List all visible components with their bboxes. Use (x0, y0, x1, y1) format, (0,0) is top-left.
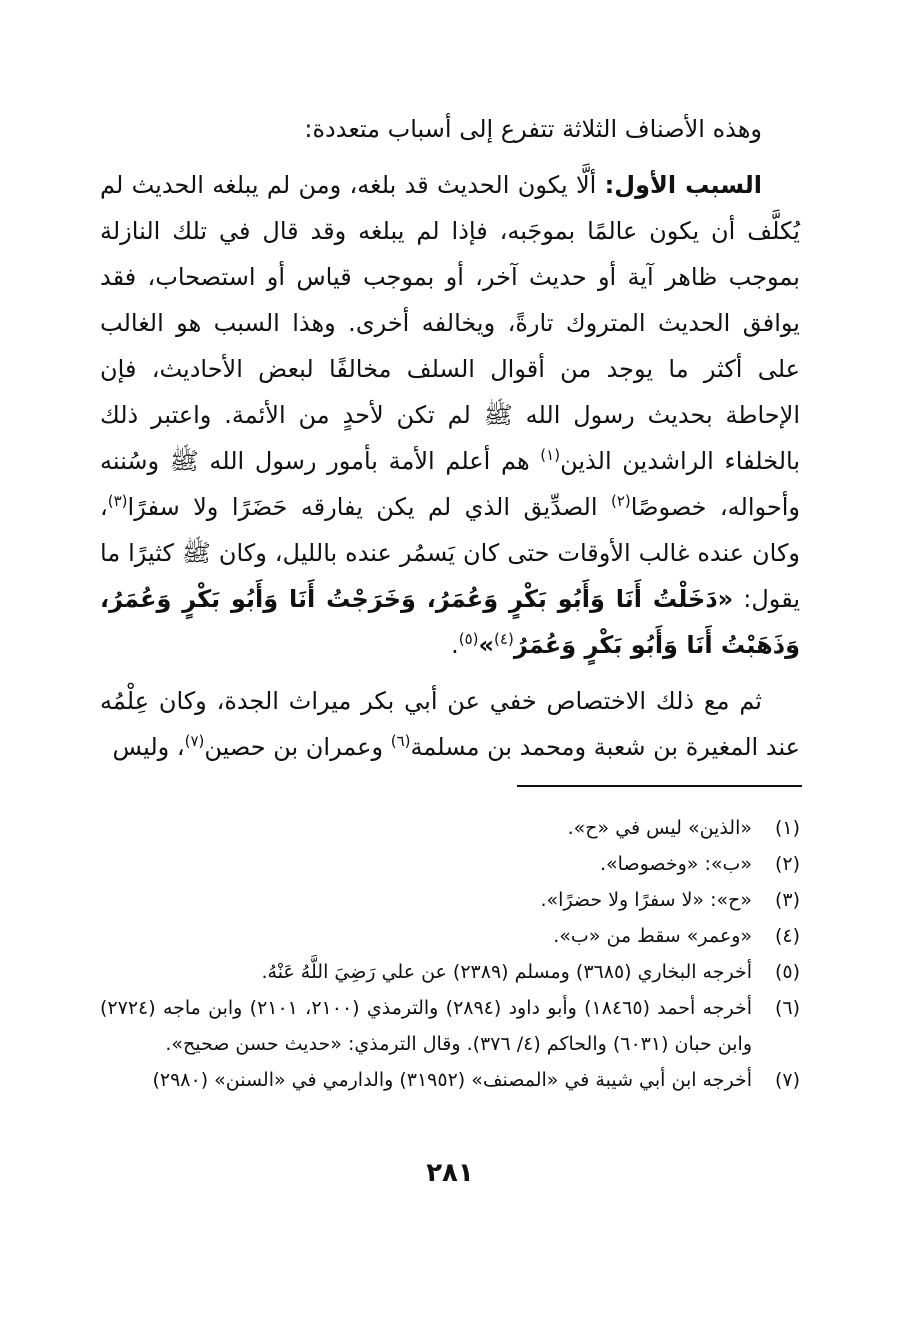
hadith-quote: «دَخَلْتُ أَنَا وَأَبُو بَكْرٍ وَعُمَرُ، وَخَرَجْتُ أَنَا وَأَبُو بَكْرٍ وَعُمَرُ، وَذَهَبْتُ أَنَا وَأَبُو بَكْرٍ وَعُمَرُ (100, 585, 800, 659)
page-number: ٢٨١ (426, 1158, 474, 1188)
main-text (100, 106, 800, 770)
footnote-ref-4[interactable]: (٤) (494, 630, 514, 648)
footnote-text: «ب»: «وخصوصا». (600, 853, 752, 875)
intro-line: وهذه الأصناف الثلاثة تتفرع إلى أسباب متعددة: (304, 115, 762, 143)
footnote-text: أخرجه ابن أبي شيبة في «المصنف» (٣١٩٥٢) والدارمي في «السنن» (٢٩٨٠) (152, 1069, 752, 1091)
footnote-number: (٢) (774, 853, 800, 875)
footnote-text: أخرجه أحمد (١٨٤٦٥) وأبو داود (٢٨٩٤) والترمذي (٢١٠٠، ٢١٠١) وابن ماجه (٢٧٢٤) وابن حبان (٦٠٣١) والحاكم (٤/ ٣٧٦). وقال الترمذي: «حديث حسن صحيح». (100, 997, 752, 1055)
footnote-ref-5[interactable]: (٥) (458, 630, 479, 648)
text-run: ، وليس (112, 733, 185, 761)
footnote-divider (517, 785, 802, 787)
text-run: ثم مع ذلك الاختصاص خفي عن أبي بكر ميراث الجدة، وكان عِلْمُه عند المغيرة بن شعبة ومحمد بن مسلمة (100, 687, 800, 761)
hadith-quote-close: » (478, 631, 495, 659)
footnote-number: (١) (774, 817, 800, 839)
footnote-item (100, 1062, 800, 1098)
footnote-item (100, 882, 800, 918)
footnote-number: (٣) (774, 889, 800, 911)
text-run: . (451, 631, 459, 659)
paragraph-second (100, 678, 800, 770)
footnote-item (100, 990, 800, 1062)
text-run: وعمران بن حصين (204, 733, 391, 761)
footnote-ref-1[interactable]: (١) (540, 446, 561, 464)
footnote-number: (٥) (774, 961, 800, 983)
footnote-item (100, 846, 800, 882)
text-run: ، وكان عنده غالب الأوقات حتى كان يَسمُر عنده بالليل، وكان ﷺ كثيرًا ما يقول: (100, 493, 801, 613)
footnote-item (100, 810, 800, 846)
footnote-text: «الذين» ليس في «ح». (567, 817, 752, 839)
text-run: ألَّا يكون الحديث قد بلغه، ومن لم يبلغه الحديث لم يُكلَّف أن يكون عالمًا بموجَبه، فإذا لم يبلغه وقد قال في تلك النازلة بموجب ظاهر آية أو حديث آخر، أو بموجب قياس أو استصحاب، فقد يوافق الحديث المتروك تارةً، ويخالفه أخرى. وهذا السبب هو الغالب على أكثر ما يوجد من أقوال السلف مخالفًا لبعض الأحاديث، فإن الإحاطة بحديث رسول الله ﷺ لم تكن لأحدٍ من الأئمة. واعتبر ذلك بالخلفاء الراشدين الذين (100, 171, 800, 475)
cause-heading: السبب الأول: (604, 171, 763, 199)
footnote-number: (٦) (774, 997, 800, 1019)
footnote-text: «وعمر» سقط من «ب». (553, 925, 752, 947)
footnote-ref-7[interactable]: (٧) (184, 732, 205, 750)
footnote-item (100, 954, 800, 990)
paragraph-first-cause (100, 162, 800, 668)
text-run: هم أعلم الأمة بأمور رسول الله ﷺ وسُننه وأحواله، خصوصًا (100, 447, 801, 521)
footnote-number: (٤) (774, 925, 800, 947)
footnote-ref-2[interactable]: (٢) (610, 492, 631, 510)
text-run: الصدِّيق الذي لم يكن يفارقه حَضَرًا ولا سفرًا (127, 493, 611, 521)
footnote-item (100, 918, 800, 954)
footnote-ref-3[interactable]: (٣) (107, 492, 128, 510)
footnote-ref-6[interactable]: (٦) (390, 732, 411, 750)
footnote-number: (٧) (774, 1069, 800, 1091)
footnote-text: أخرجه البخاري (٣٦٨٥) ومسلم (٢٣٨٩) عن علي رَضِيَ اللَّهُ عَنْهُ. (261, 961, 752, 983)
footnote-text: «ح»: «لا سفرًا ولا حضرًا». (540, 889, 752, 911)
footnotes (100, 810, 800, 1098)
